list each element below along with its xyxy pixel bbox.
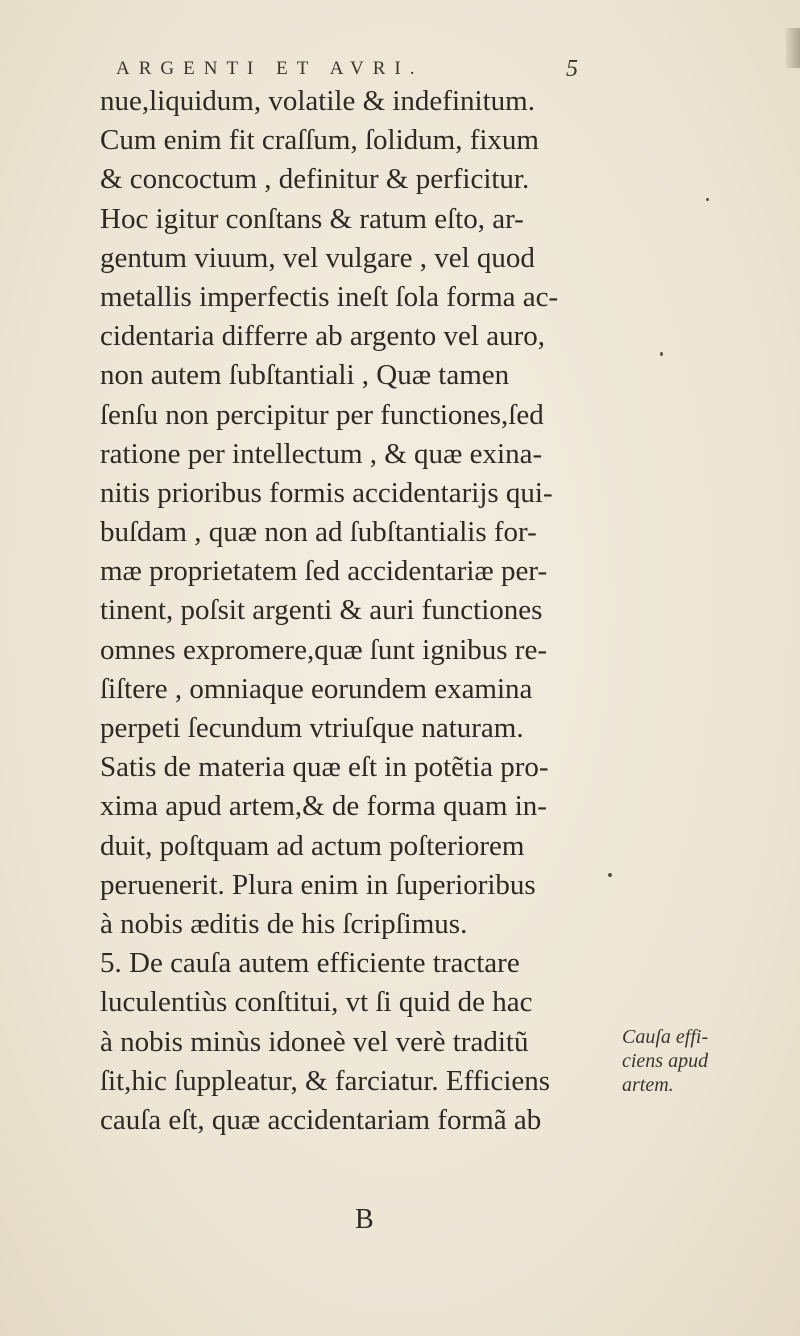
text-line: 5. De cauſa autem efficiente tractare [100, 947, 520, 980]
body-text [100, 82, 620, 1140]
marginal-note [622, 1025, 752, 1097]
text-line: duit, poſtquam ad actum poſteriorem [100, 829, 525, 862]
page-number: 5 [566, 56, 578, 82]
text-line: peruenerit. Plura enim in ſuperioribus [100, 868, 536, 901]
text-line: xima apud artem,& de forma quam in- [100, 790, 547, 823]
marginal-note-line: artem. [622, 1074, 674, 1096]
text-line: & concoctum , definitur & perficitur. [100, 163, 530, 196]
text-line: metallis imperfectis ineſt ſola forma ac- [100, 280, 559, 313]
text-line: à nobis minùs idoneè vel verè traditũ [100, 1025, 529, 1058]
text-line: buſdam , quæ non ad ſubſtantialis for- [100, 516, 537, 549]
running-title: ARGENTI ET AVRI. [116, 58, 424, 79]
text-line: non autem ſubſtantiali , Quæ tamen [100, 359, 510, 392]
text-line: perpeti ſecundum vtriuſque naturam. [100, 712, 524, 744]
text-line: gentum viuum, vel vulgare , vel quod [100, 241, 535, 274]
text-line: Satis de materia quæ eſt in potẽtia pro- [100, 751, 549, 784]
text-line: ſenſu non percipitur per functiones,ſed [100, 398, 544, 431]
text-line: nitis prioribus formis accidentarijs qui- [100, 476, 553, 509]
text-line: luculentiùs conſtitui, vt ſi quid de hac [100, 986, 533, 1019]
text-line: cidentaria differre ab argento vel auro, [100, 320, 545, 353]
text-line: omnes expromere,quæ ſunt ignibus re- [100, 633, 547, 666]
marginal-note-line: Cauſa effi- [622, 1026, 709, 1048]
text-line: à nobis æditis de his ſcripſimus. [100, 907, 468, 940]
text-line: mæ proprietatem ſed accidentariæ per- [100, 555, 548, 588]
text-line: Cum enim fit craſſum, ſolidum, fixum [100, 124, 539, 157]
text-line: Hoc igitur conſtans & ratum eſto, ar- [100, 202, 524, 235]
ink-speck [706, 198, 709, 201]
page-edge-shadow [786, 28, 800, 68]
ink-speck [660, 352, 663, 356]
marginal-note-line: ciens apud [622, 1050, 709, 1072]
text-line: nue,liquidum, volatile & indefinitum. [100, 85, 535, 117]
text-line: ſit,hic ſuppleatur, & farciatur. Efficiens [100, 1064, 551, 1097]
text-line: ratione per intellectum , & quæ exina- [100, 437, 543, 470]
ink-speck [608, 873, 612, 877]
text-line: tinent, poſsit argenti & auri functiones [100, 594, 543, 627]
text-line: cauſa eſt, quæ accidentariam formã ab [100, 1103, 542, 1136]
signature-mark: B [355, 1204, 374, 1235]
text-line: ſiſtere , omniaque eorundem examina [100, 672, 533, 705]
